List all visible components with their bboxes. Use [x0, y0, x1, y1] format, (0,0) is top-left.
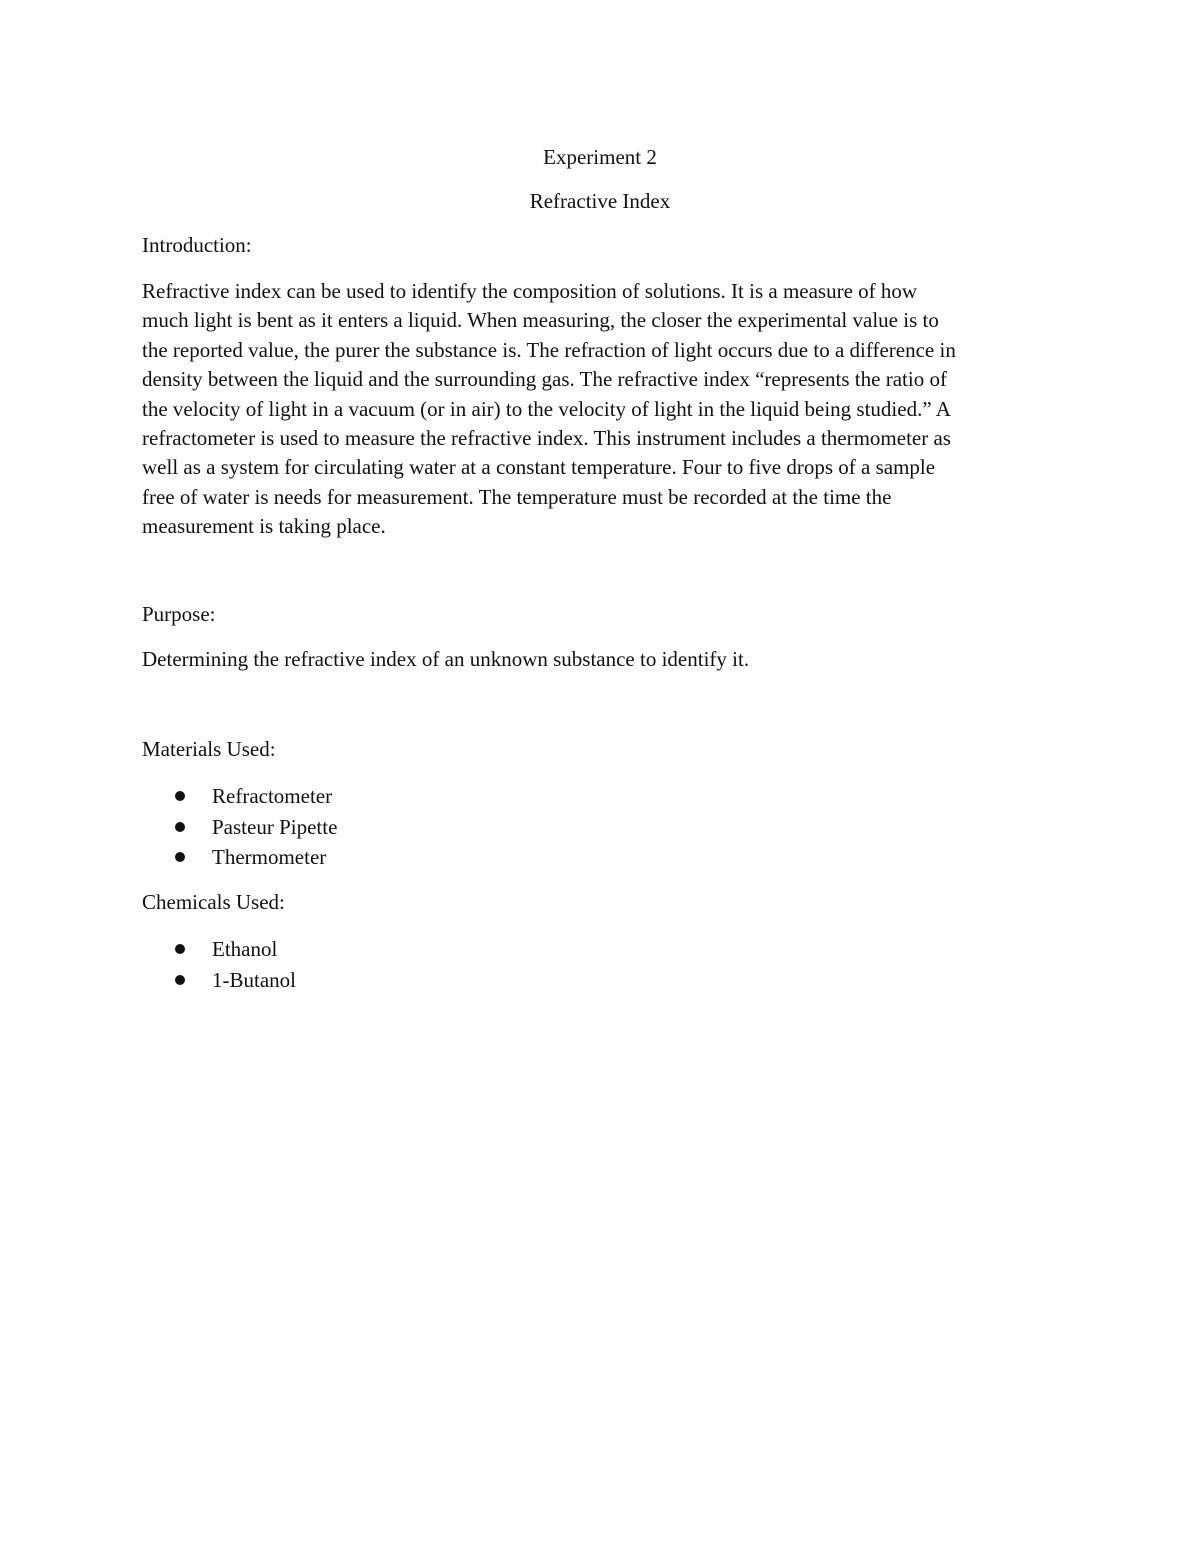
materials-item-label: Pasteur Pipette: [212, 814, 338, 839]
purpose-heading: Purpose:: [142, 602, 216, 626]
chemicals-item-label: 1-Butanol: [212, 967, 296, 992]
bullet-icon: [175, 852, 185, 862]
document-title: Experiment 2: [543, 145, 657, 169]
introduction-line: refractometer is used to measure the refractive index. This instrument includes a thermometer as: [142, 426, 951, 451]
chemicals-item-label: Ethanol: [212, 937, 278, 961]
introduction-line: measurement is taking place.: [142, 514, 386, 539]
bullet-icon: [175, 791, 185, 801]
chemicals-heading: Chemicals Used:: [142, 890, 285, 914]
document-subtitle: Refractive Index: [529, 189, 671, 213]
purpose-text: Determining the refractive index of an unknown substance to identify it.: [142, 647, 750, 671]
bullet-icon: [175, 944, 185, 954]
introduction-line: free of water is needs for measurement. The temperature must be recorded at the time the: [142, 484, 892, 509]
bullet-icon: [175, 822, 185, 832]
introduction-line: well as a system for circulating water at a constant temperature. Four to five drops of a sample: [142, 455, 936, 480]
materials-heading: Materials Used:: [142, 737, 276, 761]
introduction-line: Refractive index can be used to identify the composition of solutions. It is a measure of how: [142, 279, 918, 303]
introduction-line: density between the liquid and the surrounding gas. The refractive index “represents the ratio of: [142, 367, 947, 392]
bullet-icon: [175, 975, 185, 985]
materials-item-label: Thermometer: [212, 845, 327, 869]
introduction-line: much light is bent as it enters a liquid. When measuring, the closer the experimental value is to: [142, 308, 939, 333]
introduction-line: the velocity of light in a vacuum (or in air) to the velocity of light in the liquid being studied.” A: [142, 396, 951, 421]
materials-item-label: Refractometer: [212, 784, 333, 808]
introduction-line: the reported value, the purer the substance is. The refraction of light occurs due to a difference in: [142, 337, 956, 362]
introduction-heading: Introduction:: [142, 233, 252, 257]
introduction-paragraph: [142, 277, 1062, 542]
